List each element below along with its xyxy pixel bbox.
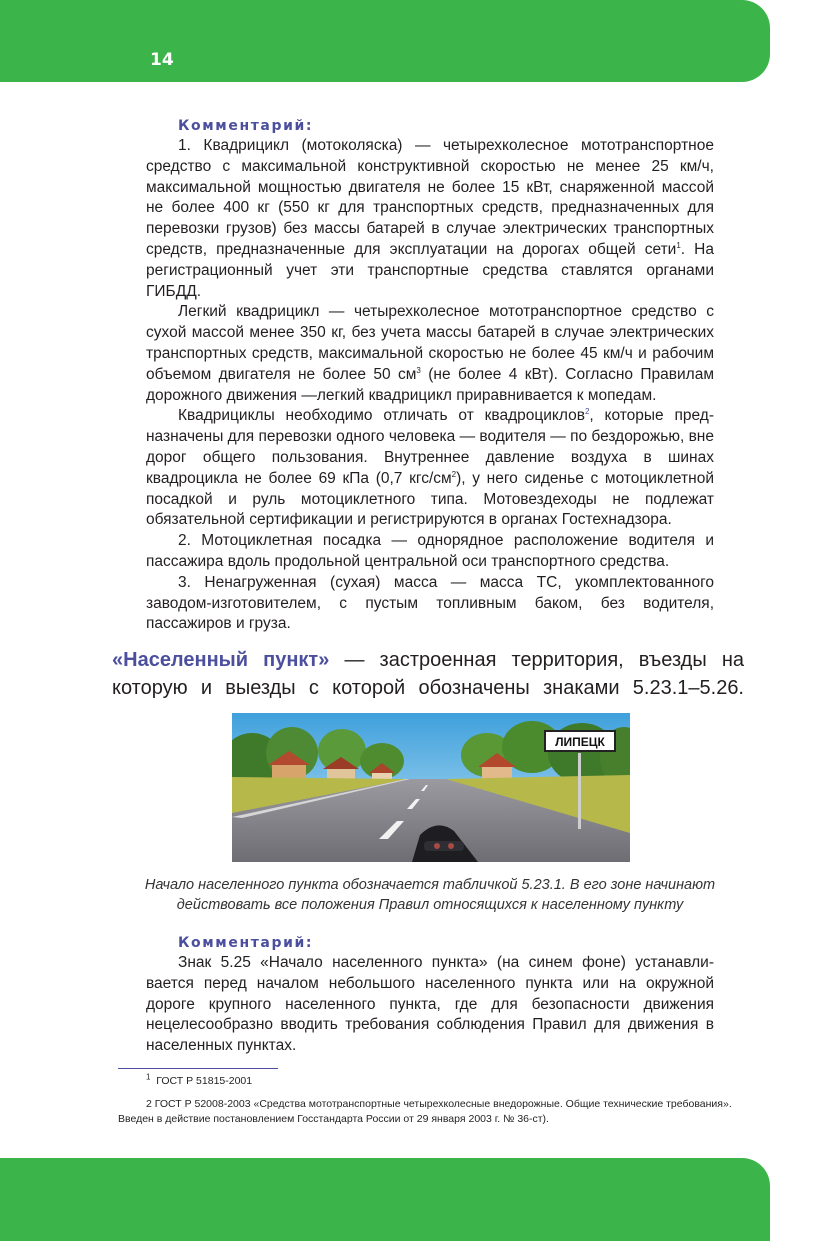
paragraph-light-quadricycle: Легкий квадрицикл — четырехколесное мототранспортное средство с сухой массой менее 350 кг, без учета массы батарей в случае электрических транспортных средств, максимальной скоростью не более 45 км/ч и рабочим объемом двигателя не более 50 $см^3$ (не более 4 кВт). Согласно Правилам дорожного движения —легкий квадрицикл приравнивается к мопедам. [146,303,715,404]
footnote-ref: 2 [584,407,590,417]
paragraph-dry-mass: 3. Ненагруженная (сухая) масса — масса ТС, укомплектованного заводом-изготовителем, с пустым топливным баком, без водителя, пассажиров и груза. [146,573,714,633]
footnote-2: 2 ГОСТ Р 52008-2003 «Средства мототранспортные четырехколесные внедорожные. Общие технические требования». Введен в действие постановлением Госстандарта России от 29 января 2003 г. № 36-ст). [118,1098,732,1125]
city-sign-text: ЛИПЕЦК [555,735,605,749]
figure-caption: Начало населенного пункта обозначается табличкой 5.23.1. В его зоне начинают действовать все положения Правил относящихся к населенному пункту [144,877,716,913]
comment-block-1 [146,116,714,635]
footnote-1: $^1$ ГОСТ Р 51815-2001 [146,1072,253,1087]
road-photo [232,713,630,862]
comment-heading: Комментарий: [178,935,314,951]
definition-term: «Населенный пункт» [112,649,330,671]
paragraph-sign-5-25: Знак 5.25 «Начало населенного пункта» (на синем фоне) устанавливается перед началом небольшого населенного пункта или на окружной дороге крупного населенного пункта, где для безопасности движения нецелесообразно вводить требования соблюдения Правил для движения в населенных пунктах. [146,954,714,1055]
paragraph-seating: 2. Мотоциклетная посадка — однорядное расположение водителя и пассажира вдоль продольной центральной оси транспортного средства. [146,532,714,570]
paragraph-quadricycle: 1. Квадрицикл (мотоколяска) — четырехколесное мототранспортное средство с максимальной конструктивной скоростью не менее 25 км/ч, максимальной мощностью двигателя не более 15 кВт, снаряженной массой не более 400 кг (550 кг для транспортных средств, предназначенных для перевозки грузов) без массы батарей в случае электрических транспортных средств, предназначенные для эксплуатации на дорогах общей сети$^1$. На регистрационный учет эти транспортные средства ставлятся органами ГИБДД. [146,137,714,300]
footnote-ref: 1 [676,240,681,250]
comment-block-2 [146,933,714,1057]
definition [112,646,744,702]
paragraph-quadrocycle: Квадрициклы необходимо отличать от квадроциклов$^2$, которые предназначены для перевозки одного человека — водителя — по бездорожью, вне дорог общего пользования. Внутреннее давление воздуха в шинах квадроцикла не более 69 кПа (0,7 кгс/$см^2$), у него сиденье с мотоциклетной посадкой и руль мотоциклетного типа. Мотовездеходы не подлежат обязательной сертификации и регистрируются в органах Гостехнадзора. [146,407,714,529]
footnotes [118,1074,748,1127]
definition-text: — застроенная территория, въезды на которую и выезды с которой обозначены знаками 5.23.1–5.26. [112,649,744,699]
footer-bar [0,1158,770,1241]
footnote-divider [118,1068,278,1069]
comment-heading: Комментарий: [178,118,314,134]
page-number: 14 [150,50,174,70]
header-bar [0,0,770,82]
